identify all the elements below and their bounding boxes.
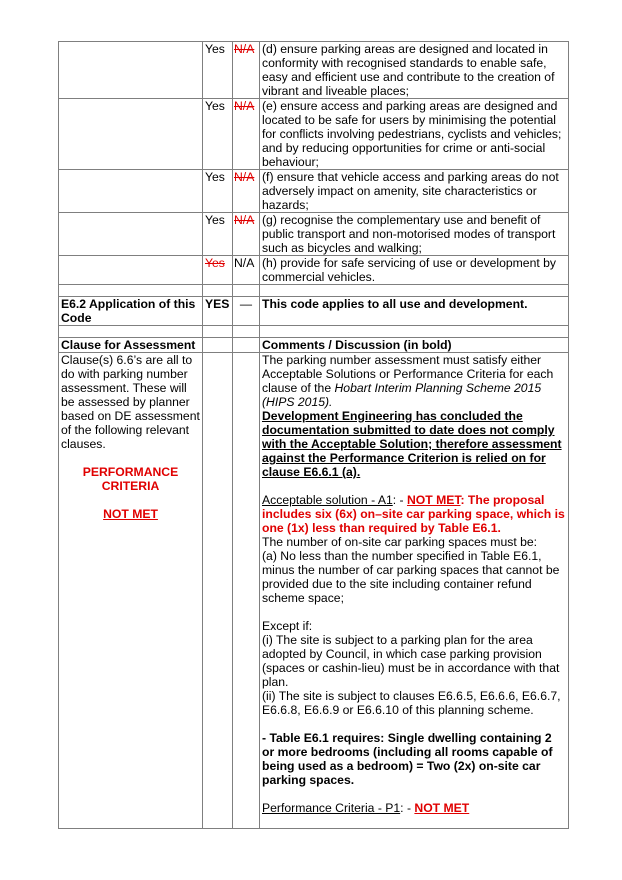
objective-text: (g) recognise the complementary use and benefit of public transport and non-motorised modes of transport such as bicycles and walking;: [260, 213, 569, 256]
engineering-conclusion: Development Engineering has concluded the documentation submitted to date does not comply with the Acceptable Solution; therefore assessment against the Performance Criterion is relied on for clause E6.6.1 (a).: [262, 409, 562, 479]
application-row: [59, 297, 569, 326]
except-label: Except if:: [262, 619, 313, 633]
clause-intro: Clause(s) 6.6’s are all to do with parking number assessment. These will be assessed by planner based on DE assessment of the following relevant clauses.: [61, 353, 200, 451]
performance-criteria-status: NOT MET: [414, 801, 470, 815]
table-row: [59, 256, 569, 285]
spacer-row: [59, 285, 569, 297]
clause-cell: [59, 42, 203, 99]
clause-cell: [59, 99, 203, 170]
table-requirement: - Table E6.1 requires: Single dwelling containing 2 or more bedrooms (including all rooms capable of being used as a bedroom) = Two (2x) on-site car parking spaces.: [262, 731, 553, 787]
objective-text: (e) ensure access and parking areas are designed and located to be safe for users by minimising the potential for conflicts involving pedestrians, cyclists and vehicles; and by reducing opportunities for crime or anti-social behaviour;: [260, 99, 569, 170]
performance-criteria-label: Performance Criteria - P1: [262, 801, 401, 815]
clause-cell: [59, 256, 203, 285]
objective-text: (f) ensure that vehicle access and parking areas do not adversely impact on amenity, site characteristics or hazards;: [260, 170, 569, 213]
application-text: This code applies to all use and development.: [260, 297, 569, 326]
requirement-text: The number of on-site car parking spaces must be:: [262, 535, 538, 549]
assessment-paragraph: The parking number assessment must satisfy either Acceptable Solutions or Performance Criteria for each clause of the Hobart Interim Planning Scheme 2015 (HIPS 2015).: [262, 353, 554, 409]
table-row: [59, 170, 569, 213]
spacer-row: [59, 326, 569, 338]
clause-header-right: Comments / Discussion (in bold): [260, 338, 569, 353]
scheme-name: Hobart Interim Planning Scheme 2015 (HIPS 2015).: [262, 381, 542, 409]
yes-cell: Yes: [203, 42, 233, 99]
assessment-table: [58, 41, 569, 829]
yes-strikethrough: Yes: [205, 256, 225, 270]
performance-criteria: Performance Criteria - P1: - NOT MET: [262, 801, 470, 815]
acceptable-solution-status: NOT MET: [406, 493, 461, 507]
application-dash: —: [233, 297, 260, 326]
performance-criteria-label: PERFORMANCE CRITERIA: [82, 465, 179, 493]
na-strikethrough: N/A: [234, 99, 255, 113]
application-heading: E6.2 Application of this Code: [59, 297, 203, 326]
clause-header-left: Clause for Assessment: [59, 338, 203, 353]
objective-text: (d) ensure parking areas are designed and located in conformity with recognised standards to enable safe, easy and efficient use and contribute to the creation of vibrant and liveable places;: [260, 42, 569, 99]
yes-cell: Yes: [203, 170, 233, 213]
application-yes: YES: [203, 297, 233, 326]
assessment-right-cell: [260, 353, 569, 829]
assessment-left-cell: [59, 353, 203, 829]
yes-cell: Yes: [203, 213, 233, 256]
exception-text: (ii) The site is subject to clauses E6.6.5, E6.6.6, E6.6.7, E6.6.8, E6.6.9 or E6.6.10 of this planning scheme.: [262, 689, 561, 717]
objective-text: (h) provide for safe servicing of use or development by commercial vehicles.: [260, 256, 569, 285]
acceptable-solution-text: : The proposal includes six (6x) on–site car parking space, which is one (1x) less than required by Table E6.1.: [262, 493, 565, 535]
requirement-text: (a) No less than the number specified in Table E6.1, minus the number of car parking spaces that cannot be provided due to the site including container refund scheme space;: [262, 549, 560, 605]
table-row: [59, 213, 569, 256]
clause-header-row: [59, 338, 569, 353]
na-strikethrough: N/A: [234, 213, 255, 227]
assessment-row: [59, 353, 569, 829]
na-strikethrough: N/A: [234, 170, 255, 184]
exception-text: (i) The site is subject to a parking plan for the area adopted by Council, in which case parking provision (spaces or cashin-lieu) must be in accordance with that plan.: [262, 633, 560, 689]
acceptable-solution: Acceptable solution - A1: - NOT MET: The proposal includes six (6x) on–site car parking space, which is one (1x) less than required by Table E6.1.: [262, 493, 565, 535]
table-row: [59, 99, 569, 170]
clause-cell: [59, 170, 203, 213]
na-strikethrough: N/A: [234, 42, 255, 56]
not-met-status: NOT MET: [103, 507, 158, 521]
table-row: [59, 42, 569, 99]
acceptable-solution-label: Acceptable solution - A1: [262, 493, 393, 507]
clause-cell: [59, 213, 203, 256]
yes-cell: Yes: [203, 99, 233, 170]
na-cell: N/A: [233, 256, 260, 285]
